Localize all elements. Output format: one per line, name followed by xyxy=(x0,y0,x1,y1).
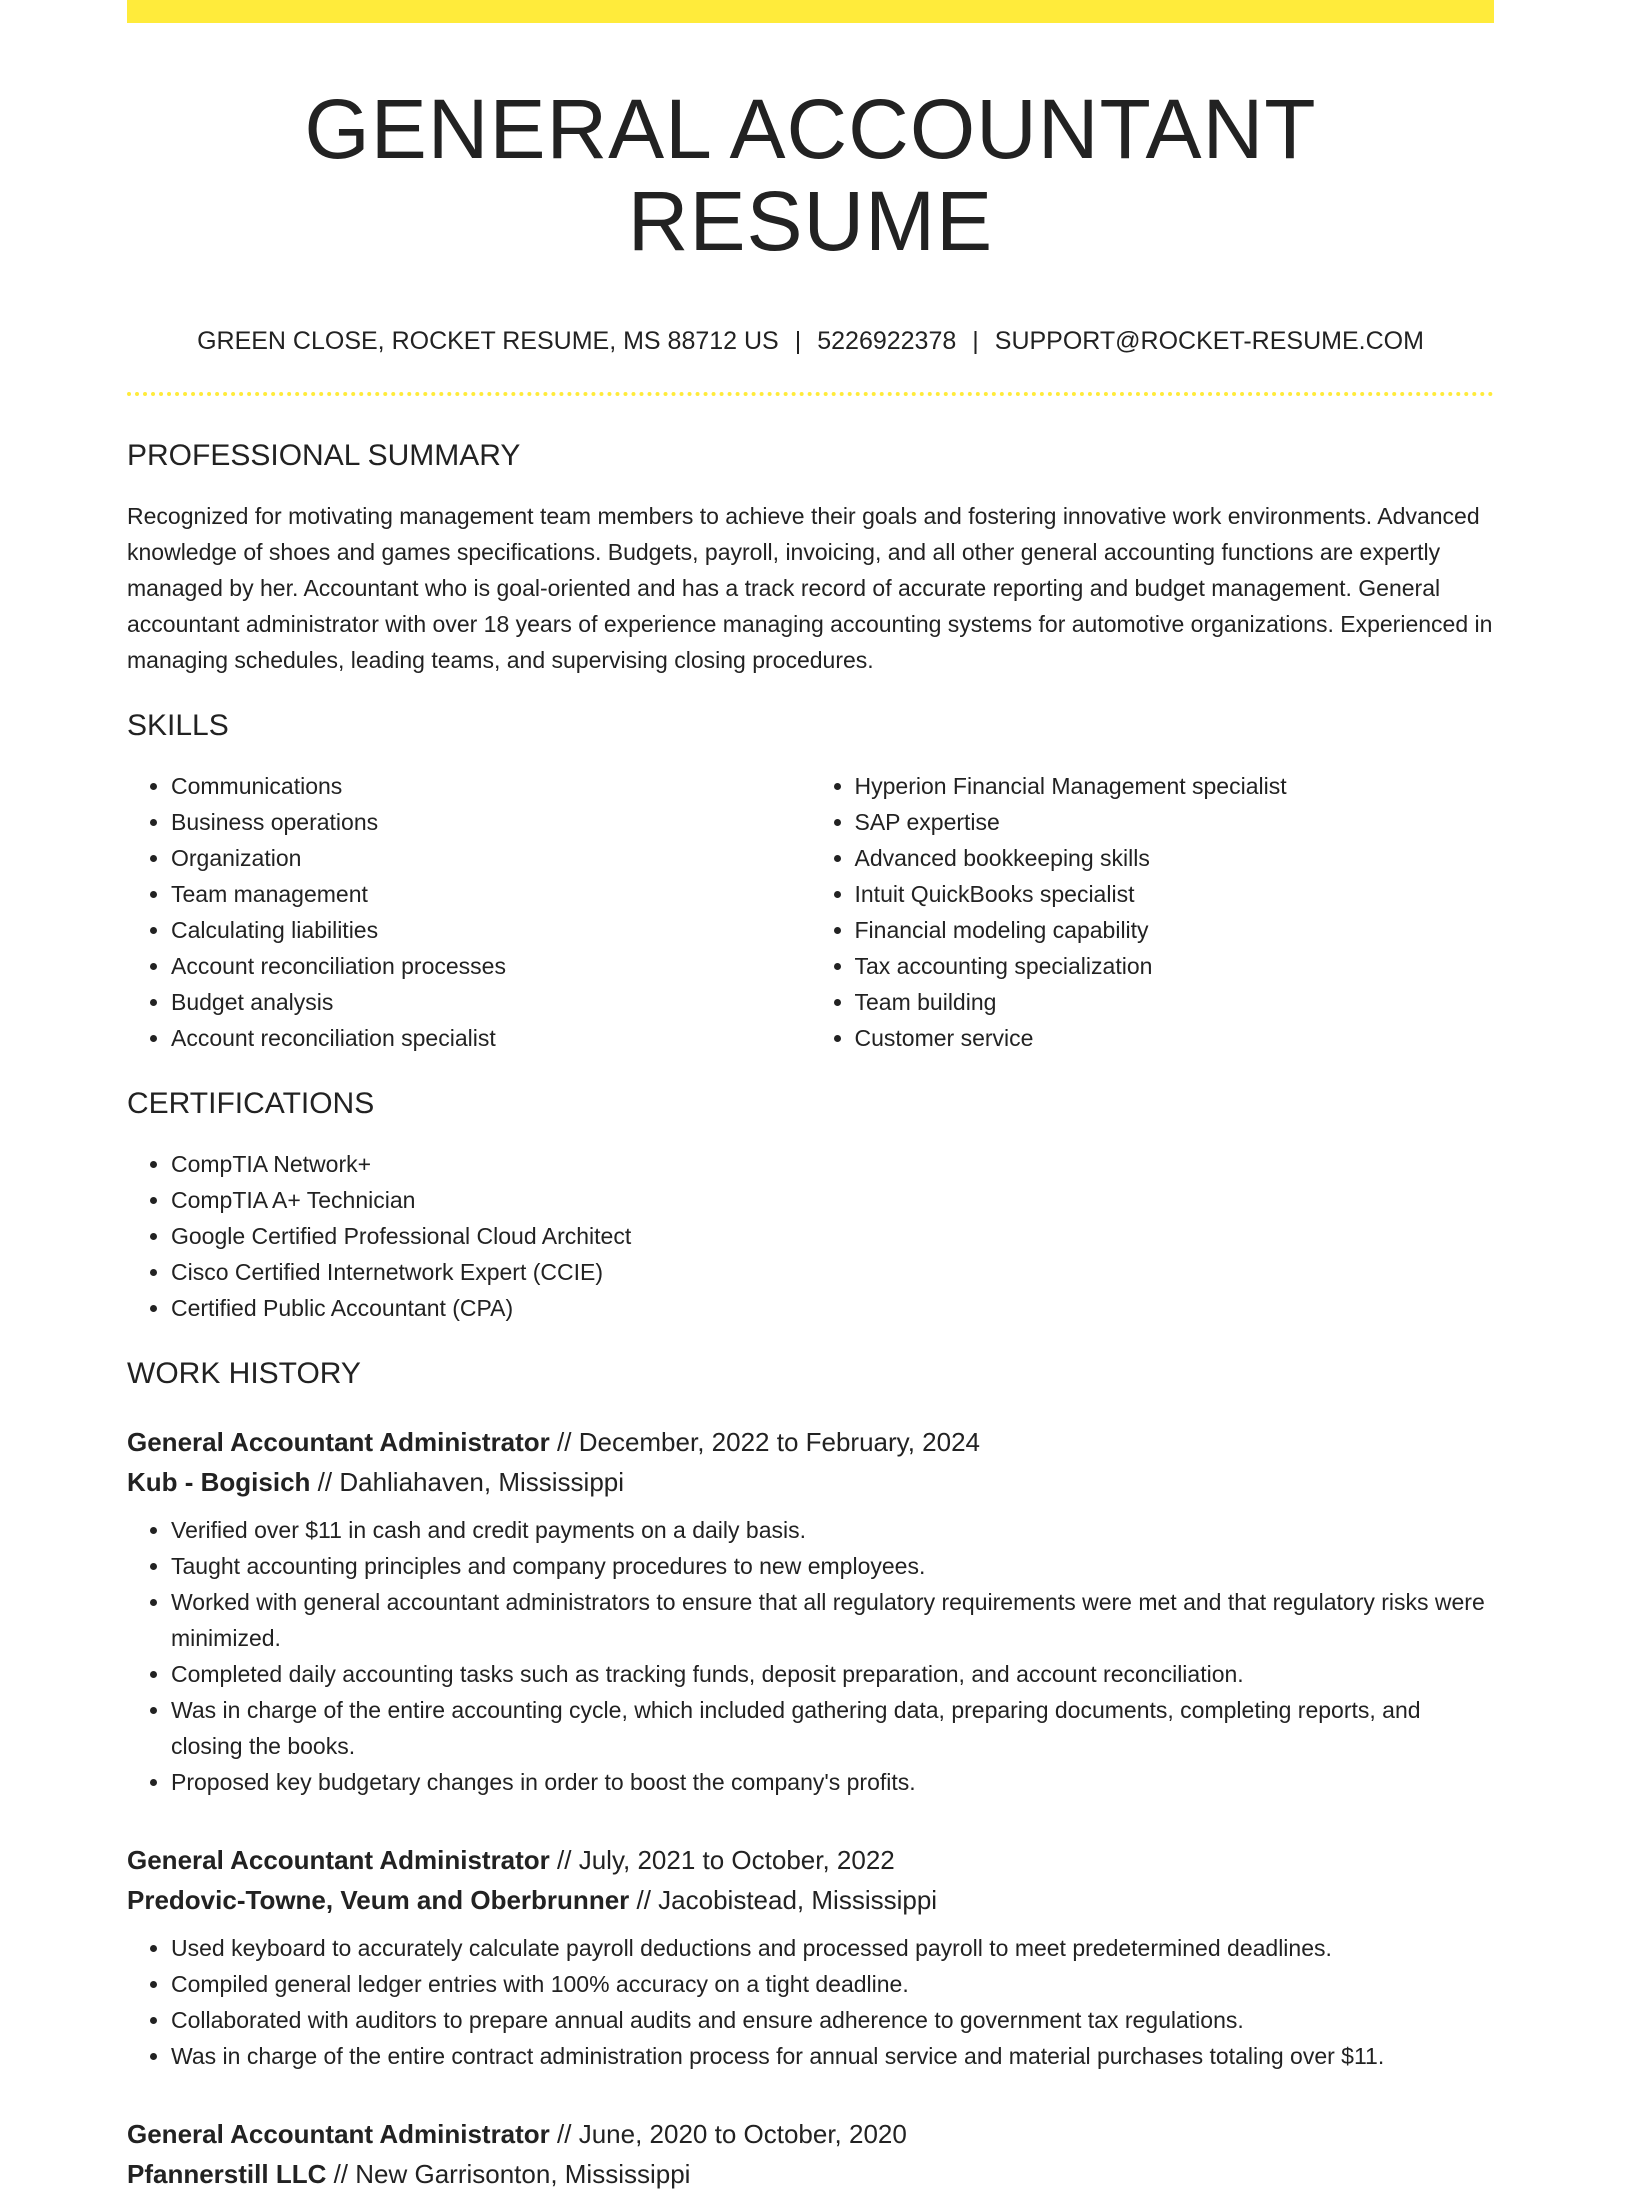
skill-item: • Calculating liabilities xyxy=(171,912,811,948)
skill-item: • Hyperion Financial Management specialist xyxy=(855,768,1495,804)
work-history-section xyxy=(127,1356,1494,2194)
job-title-line xyxy=(127,1422,1494,1462)
job-bullet: • Was in charge of the entire contract administration process for annual service and material purchases totaling over $11. xyxy=(171,2038,1494,2074)
skills-columns xyxy=(127,744,1494,1056)
job-company: Pfannerstill LLC xyxy=(127,2158,327,2189)
job-company: Predovic-Towne, Veum and Oberbrunner xyxy=(127,1884,630,1915)
certifications-section xyxy=(127,1086,1494,1326)
job-company: Kub - Bogisich xyxy=(127,1466,311,1497)
skill-item: • Advanced bookkeeping skills xyxy=(855,840,1495,876)
job-dates: // July, 2021 to October, 2022 xyxy=(549,1844,895,1875)
certification-item: • Certified Public Accountant (CPA) xyxy=(171,1290,1494,1326)
job-location: // Dahliahaven, Mississippi xyxy=(310,1466,625,1497)
resume-page xyxy=(127,0,1494,2194)
work-history-heading: WORK HISTORY xyxy=(127,1356,361,1390)
job-company-line xyxy=(127,2154,1494,2194)
summary-text: Recognized for motivating management team members to achieve their goals and fostering innovative work environments. Advanced knowledge of shoes and games specifications. Budgets, payroll, invoicing, and all other general accounting functions are expertly managed by her. Accountant who is goal-oriented and has a track record of accurate reporting and budget management. General accountant administrator with over 18 years of experience managing accounting systems for automotive organizations. Experienced in managing schedules, leading teams, and supervising closing procedures. xyxy=(127,502,1493,673)
skill-item: • Team building xyxy=(855,984,1495,1020)
job-bullet: • Worked with general accountant administrators to ensure that all regulatory requirements were met and that regulatory risks were minimized. xyxy=(171,1584,1494,1656)
job-bullet: • Completed daily accounting tasks such as tracking funds, deposit preparation, and account reconciliation. xyxy=(171,1656,1494,1692)
job-title: General Accountant Administrator xyxy=(127,1844,550,1875)
job-title-line xyxy=(127,1840,1494,1880)
certification-item: • Cisco Certified Internetwork Expert (CCIE) xyxy=(171,1254,1494,1290)
skill-item: • Customer service xyxy=(855,1020,1495,1056)
skill-item: • Tax accounting specialization xyxy=(855,948,1495,984)
skills-heading: SKILLS xyxy=(127,708,229,742)
job-bullets xyxy=(127,1930,1494,2074)
job-title: General Accountant Administrator xyxy=(127,1426,550,1457)
contact-line xyxy=(127,326,1494,356)
certifications-heading: CERTIFICATIONS xyxy=(127,1086,375,1120)
job-bullet: • Verified over $11 in cash and credit payments on a daily basis. xyxy=(171,1512,1494,1548)
certification-item: • CompTIA A+ Technician xyxy=(171,1182,1494,1218)
skill-item: • Account reconciliation specialist xyxy=(171,1020,811,1056)
contact-phone: 5226922378 xyxy=(817,326,957,355)
job-bullet: • Proposed key budgetary changes in order to boost the company's profits. xyxy=(171,1764,1494,1800)
dotted-divider xyxy=(127,392,1494,396)
skill-item: • Communications xyxy=(171,768,811,804)
top-accent-bar xyxy=(127,0,1494,23)
job-title: General Accountant Administrator xyxy=(127,2118,550,2149)
certification-item: • Google Certified Professional Cloud Architect xyxy=(171,1218,1494,1254)
contact-separator: | xyxy=(794,326,802,355)
job-dates: // December, 2022 to February, 2024 xyxy=(549,1426,981,1457)
job-entry xyxy=(127,1840,1494,2074)
skill-item: • Intuit QuickBooks specialist xyxy=(855,876,1495,912)
skill-item: • Team management xyxy=(171,876,811,912)
job-dates: // June, 2020 to October, 2020 xyxy=(549,2118,907,2149)
job-bullet: • Collaborated with auditors to prepare annual audits and ensure adherence to government tax regulations. xyxy=(171,2002,1494,2038)
skills-section xyxy=(127,708,1494,1056)
contact-email: SUPPORT@ROCKET-RESUME.COM xyxy=(994,326,1424,355)
job-bullets xyxy=(127,1512,1494,1800)
skill-item: • Organization xyxy=(171,840,811,876)
job-entry xyxy=(127,1422,1494,1800)
job-location: // Jacobistead, Mississippi xyxy=(629,1884,938,1915)
skill-item: • Business operations xyxy=(171,804,811,840)
skill-item: • Account reconciliation processes xyxy=(171,948,811,984)
job-company-line xyxy=(127,1880,1494,1920)
job-title-line xyxy=(127,2114,1494,2154)
skill-item: • Financial modeling capability xyxy=(855,912,1495,948)
job-bullet: • Was in charge of the entire accounting cycle, which included gathering data, preparing documents, completing reports, and closing the books. xyxy=(171,1692,1494,1764)
skills-list-left xyxy=(127,768,811,1056)
resume-title: GENERAL ACCOUNTANT RESUME xyxy=(304,82,1317,269)
contact-address: GREEN CLOSE, ROCKET RESUME, MS 88712 US xyxy=(197,326,779,355)
job-company-line xyxy=(127,1462,1494,1502)
jobs-list xyxy=(127,1422,1494,2194)
certification-item: • CompTIA Network+ xyxy=(171,1146,1494,1182)
skill-item: • Budget analysis xyxy=(171,984,811,1020)
job-bullet: • Taught accounting principles and company procedures to new employees. xyxy=(171,1548,1494,1584)
skill-item: • SAP expertise xyxy=(855,804,1495,840)
job-bullet: • Compiled general ledger entries with 100% accuracy on a tight deadline. xyxy=(171,1966,1494,2002)
contact-separator: | xyxy=(972,326,979,355)
certifications-list xyxy=(127,1146,1494,1326)
job-bullet: • Used keyboard to accurately calculate payroll deductions and processed payroll to meet predetermined deadlines. xyxy=(171,1930,1494,1966)
job-entry xyxy=(127,2114,1494,2194)
job-location: // New Garrisonton, Mississippi xyxy=(326,2158,691,2189)
summary-heading: PROFESSIONAL SUMMARY xyxy=(127,438,521,472)
skills-list-right xyxy=(811,768,1495,1056)
summary-section xyxy=(127,438,1494,678)
